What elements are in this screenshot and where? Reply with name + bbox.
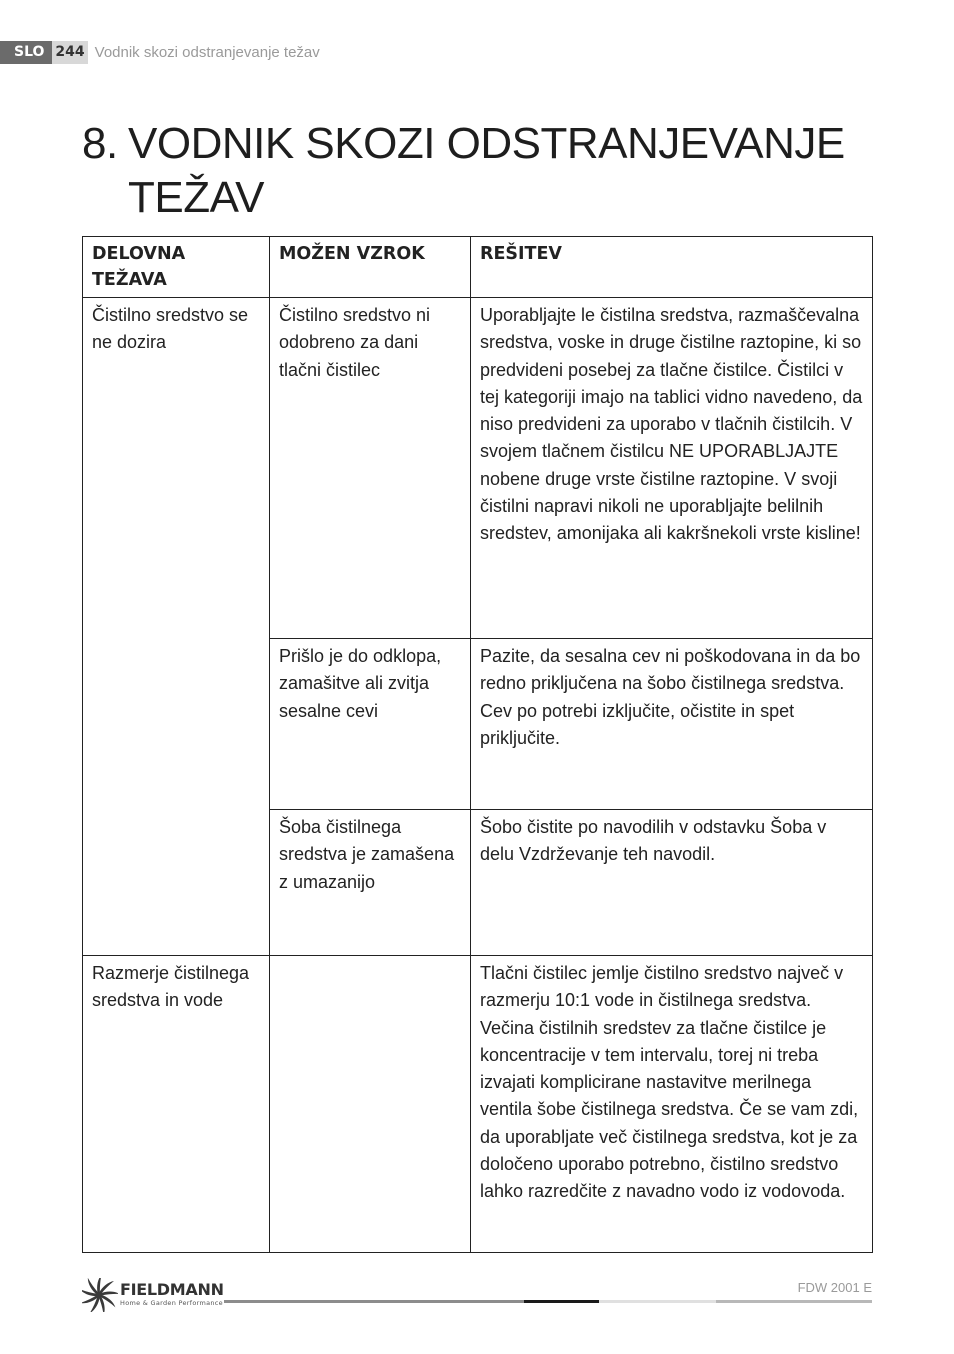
logo-text bbox=[120, 1278, 224, 1307]
cause-cell bbox=[270, 956, 471, 1253]
model-number: FDW 2001 E bbox=[797, 1280, 872, 1295]
title-line-1: VODNIK SKOZI ODSTRANJEVANJE bbox=[128, 119, 845, 168]
cause-cell: Šoba čistilnega sredstva je zamašena z umazanijo bbox=[270, 810, 471, 956]
solution-cell: Tlačni čistilec jemlje čistilno sredstvo največ v razmerju 10:1 vode in čistilnega sredstva. Večina čistilnih sredstev za tlačne čistilce je koncentracije v tem intervalu, torej ni treba izvajati komplicirane nastavitve merilnega ventila šobe čistilnega sredstva. Če se vam zdi, da uporabljate več čistilnega sredstva, kot je za določeno uporabo potrebno, čistilno sredstvo lahko razredčite z navadno vodo iz vodovoda. bbox=[471, 956, 873, 1253]
language-badge: SLO bbox=[0, 41, 52, 64]
column-header-solution: REŠITEV bbox=[471, 237, 873, 298]
solution-cell: Uporabljajte le čistilna sredstva, razmaščevalna sredstva, voske in druge čistilne raztopine, ki so predvideni posebej za tlačne čistilce. Čistilci v tej kategoriji imajo na tablici vidno navedeno, da niso predvideni za uporabo v tlačnih čistilcih. V svojem tlačnem čistilcu NE UPORABLJAJTE nobene druge vrste čistilne raztopine. V svoji čistilni napravi nikoli ne uporabljajte belilnih sredstev, amonijaka ali kakršnekoli vrste kisline! bbox=[471, 298, 873, 639]
page-number: 244 bbox=[52, 41, 87, 64]
page-header bbox=[0, 41, 320, 64]
title-line-2: TEŽAV bbox=[128, 173, 265, 222]
brand-logo bbox=[82, 1278, 224, 1312]
fieldmann-flower-icon bbox=[82, 1278, 118, 1312]
column-header-cause: MOŽEN VZROK bbox=[270, 237, 471, 298]
troubleshooting-table bbox=[82, 236, 873, 1253]
cause-cell: Čistilno sredstvo ni odobreno za dani tlačni čistilec bbox=[270, 298, 471, 639]
page-footer bbox=[82, 1276, 872, 1316]
running-header-title: Vodnik skozi odstranjevanje težav bbox=[94, 44, 320, 61]
solution-cell: Šobo čistite po navodilih v odstavku Šoba v delu Vzdrževanje teh navodil. bbox=[471, 810, 873, 956]
footer-rule-dark bbox=[524, 1300, 599, 1303]
solution-cell: Pazite, da sesalna cev ni poškodovana in da bo redno priključena na šobo čistilnega sredstva. Cev po potrebi izključite, očistite in spet priključite. bbox=[471, 639, 873, 810]
cause-cell: Prišlo je do odklopa, zamašitve ali zvitja sesalne cevi bbox=[270, 639, 471, 810]
footer-rule-gray bbox=[224, 1300, 524, 1303]
brand-name: FIELDMANN bbox=[120, 1280, 224, 1299]
table-row bbox=[83, 298, 873, 639]
column-header-problem: DELOVNA TEŽAVA bbox=[83, 237, 270, 298]
footer-rule-light bbox=[599, 1300, 716, 1303]
table-row bbox=[83, 956, 873, 1253]
brand-tagline: Home & Garden Performance bbox=[120, 1299, 223, 1307]
problem-cell: Čistilno sredstvo se ne dozira bbox=[83, 298, 270, 956]
footer-rule-mid bbox=[716, 1300, 872, 1303]
page-title bbox=[82, 117, 882, 225]
section-number: 8. bbox=[82, 119, 118, 168]
problem-cell: Razmerje čistilnega sredstva in vode bbox=[83, 956, 270, 1253]
table-header-row bbox=[83, 237, 873, 298]
